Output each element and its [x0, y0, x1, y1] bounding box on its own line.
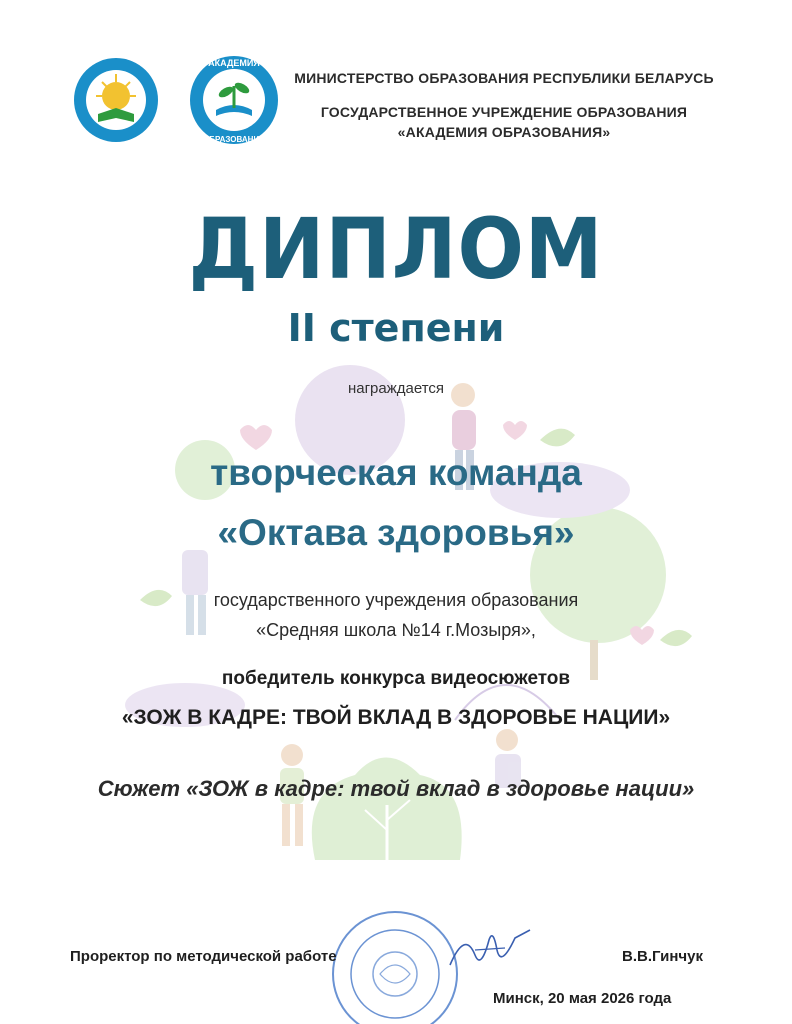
header-institution-line2: «АКАДЕМИЯ ОБРАЗОВАНИЯ»: [397, 124, 611, 140]
signatory-position: Проректор по методической работе: [70, 948, 337, 965]
diploma-degree: II степени: [287, 306, 505, 350]
heart-deco-1: [240, 425, 272, 450]
subject-title: Сюжет «ЗОЖ в кадре: твой вклад в здоровье нации»: [97, 776, 695, 801]
figure-left-body: [182, 550, 208, 595]
org-line1: государственного учреждения образования: [213, 590, 579, 610]
figure-right-head: [496, 729, 518, 751]
diploma-title: ДИПЛОМ: [188, 200, 604, 298]
figure-bottom-left-head: [281, 744, 303, 766]
header-ministry: МИНИСТЕРСТВО ОБРАЗОВАНИЯ РЕСПУБЛИКИ БЕЛАРУСЬ: [294, 70, 714, 86]
signature: [445, 920, 535, 980]
header-institution-line1: ГОСУДАРСТВЕННОЕ УЧРЕЖДЕНИЕ ОБРАЗОВАНИЯ: [320, 104, 688, 120]
academy-logo-top-text: АКАДЕМИЯ: [208, 58, 260, 68]
place-date: Минск, 20 мая 2026 года: [493, 990, 672, 1007]
leaf-deco-1: [540, 429, 575, 447]
awarded-label: награждается: [347, 380, 445, 397]
signatory-name: В.В.Гинчук: [622, 948, 703, 965]
org-line2: «Средняя школа №14 г.Мозыря»,: [256, 620, 536, 640]
team-name: «Октава здоровья»: [217, 512, 575, 553]
team-line1: творческая команда: [210, 452, 582, 493]
heart-deco-2: [503, 421, 527, 440]
ministry-logo: [72, 52, 160, 148]
contest-line1: победитель конкурса видеосюжетов: [221, 668, 571, 689]
academy-logo-bottom-text: ОБРАЗОВАНИЯ: [203, 135, 265, 144]
contest-name: «ЗОЖ В КАДРЕ: ТВОЙ ВКЛАД В ЗДОРОВЬЕ НАЦИИ»: [121, 706, 671, 729]
